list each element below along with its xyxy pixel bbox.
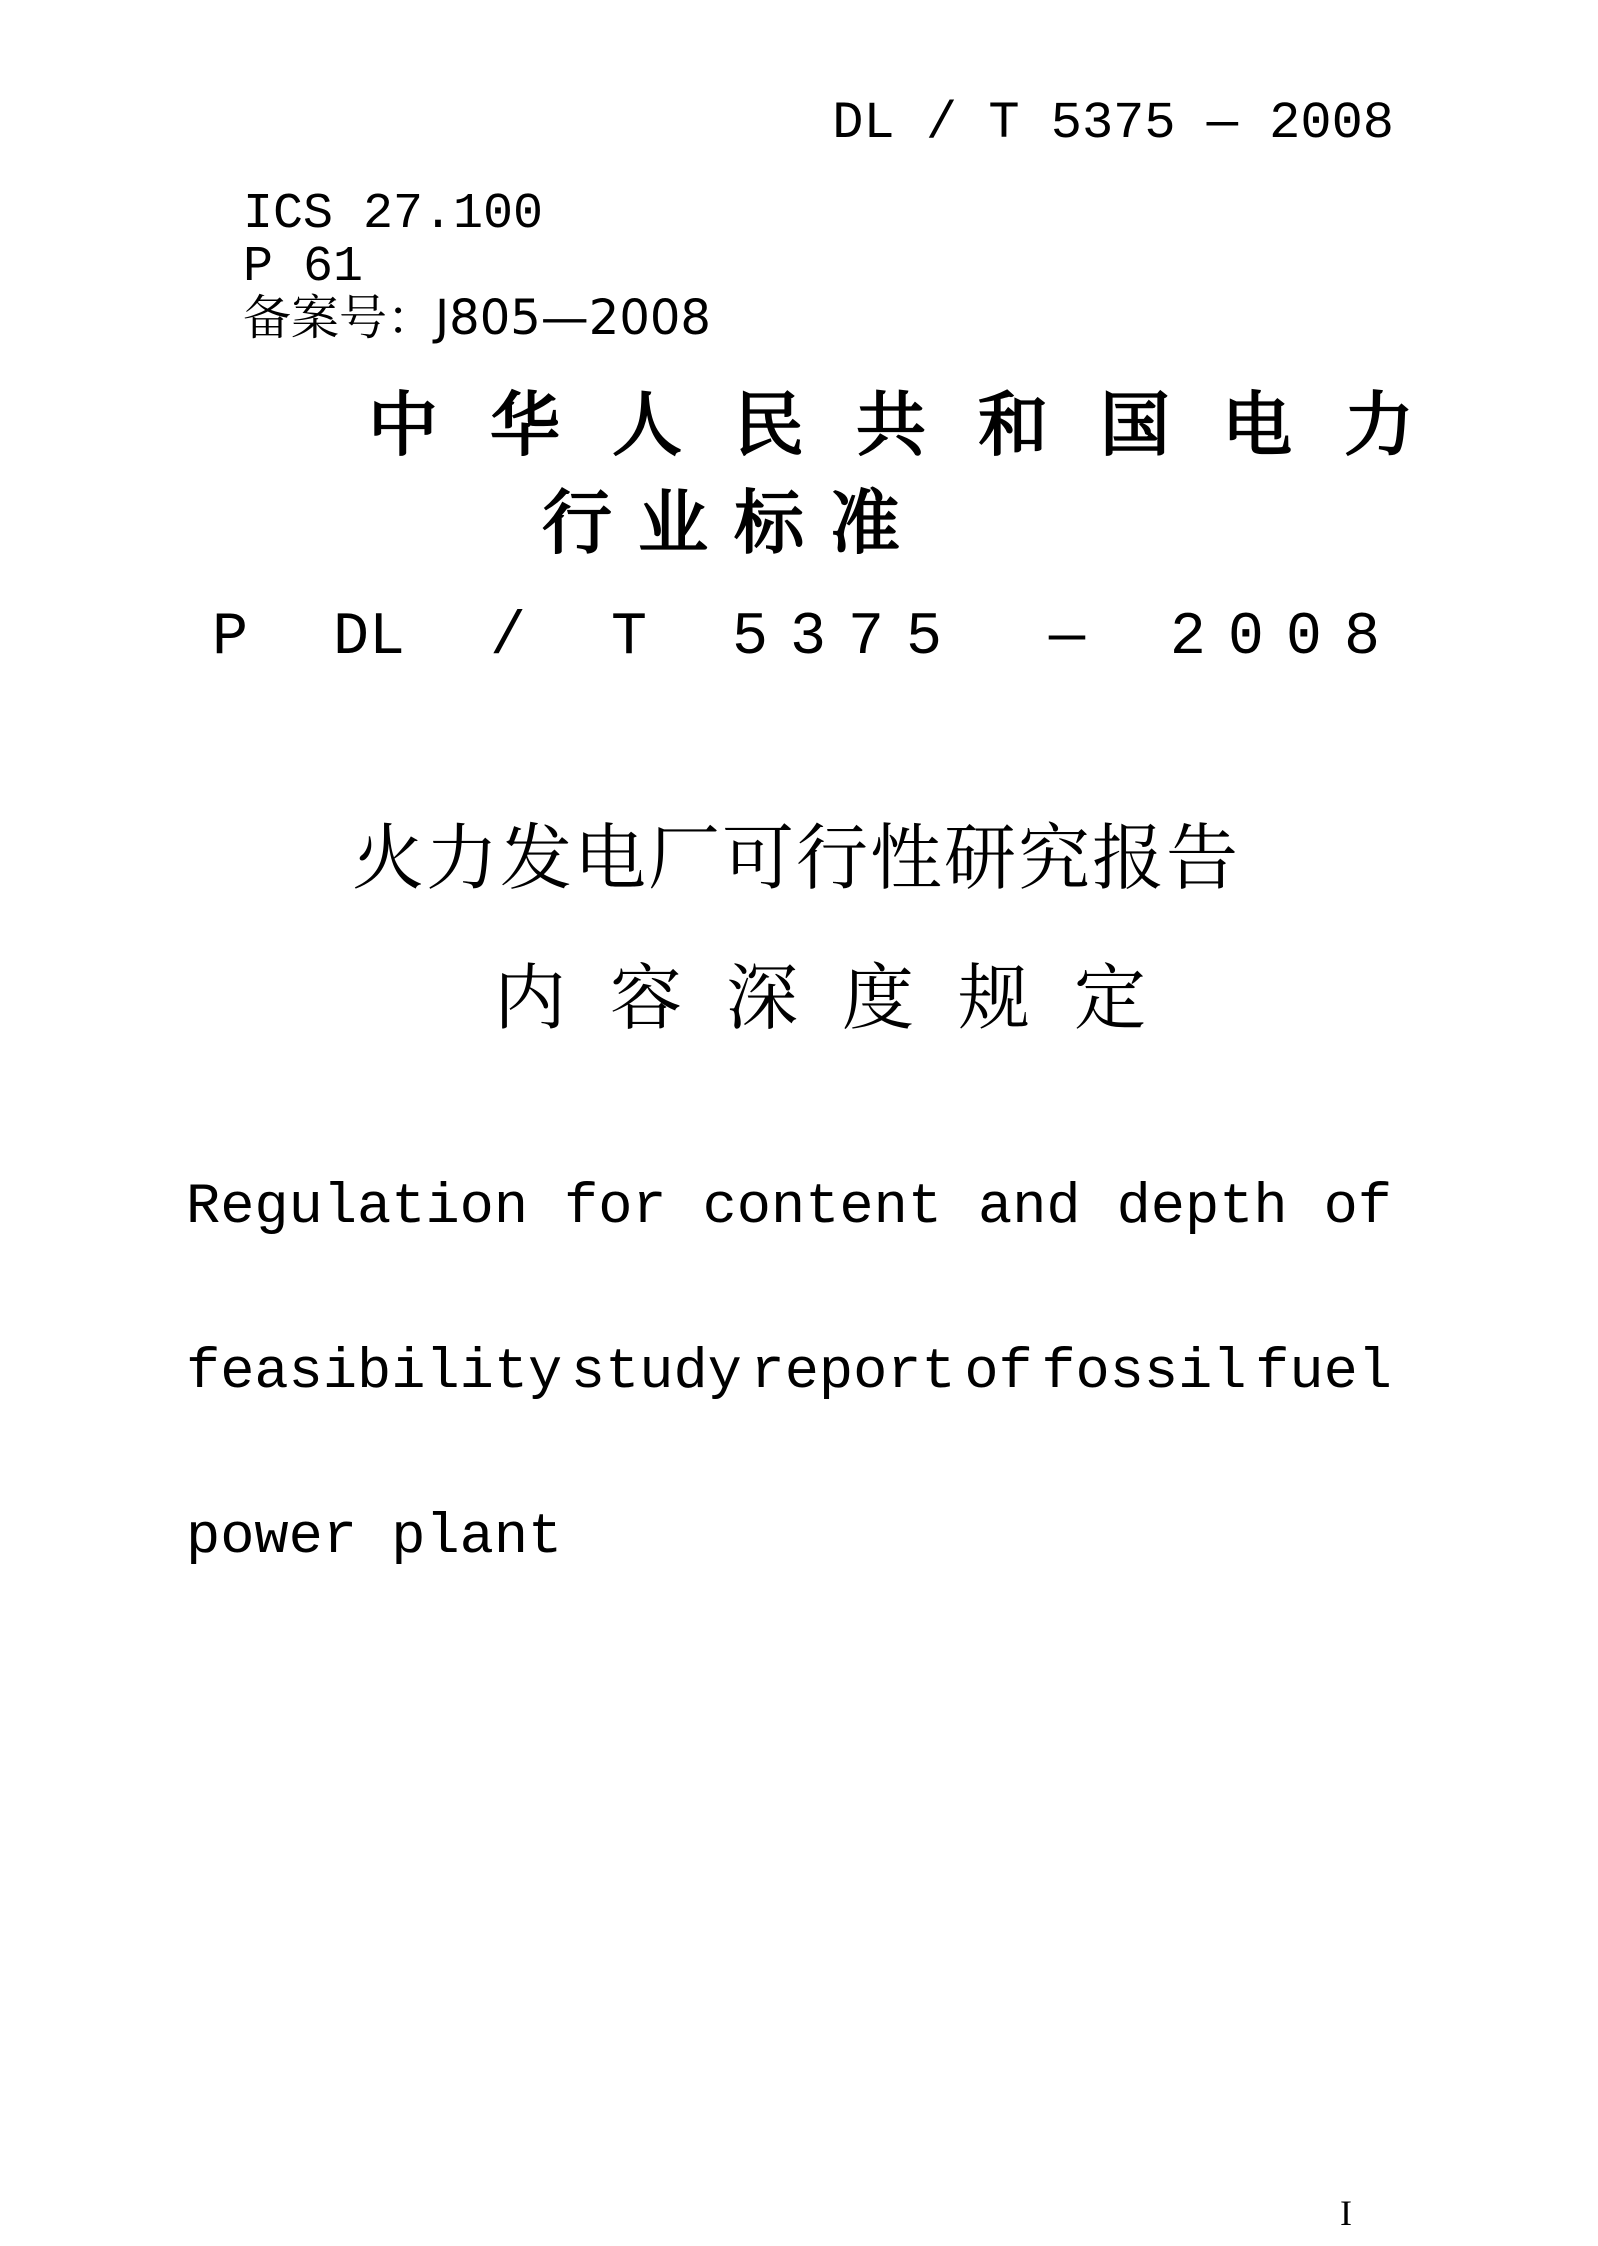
english-title-line-3: power plant: [186, 1506, 563, 1570]
english-word: of: [1323, 1176, 1392, 1240]
english-word: Regulation: [186, 1176, 529, 1240]
english-word: fuel: [1255, 1341, 1392, 1405]
english-title-line-1: [186, 1176, 1392, 1240]
english-word: of: [964, 1341, 1033, 1405]
std-number-part: DL: [332, 604, 405, 672]
std-number-part: 5375: [731, 604, 964, 672]
std-number-part: /: [489, 604, 526, 672]
english-word: fossil: [1041, 1341, 1247, 1405]
english-word: feasibility: [186, 1341, 563, 1405]
std-number-part: —: [1048, 604, 1085, 672]
header-standard-code: DL / T 5375 — 2008: [832, 94, 1394, 153]
english-word: content: [702, 1176, 943, 1240]
chinese-title-line-1: 火力发电厂可行性研究报告: [352, 816, 1241, 900]
english-title-line-2: [186, 1341, 1392, 1405]
english-word: depth: [1116, 1176, 1288, 1240]
issuer-line-2: 行业标准: [542, 482, 926, 564]
std-number-part: P: [212, 604, 249, 672]
english-word: report: [750, 1341, 956, 1405]
filing-number: 备案号：J805—2008: [243, 290, 711, 346]
page-number: I: [1340, 2193, 1352, 2233]
english-word: for: [564, 1176, 667, 1240]
standard-number: [212, 604, 1402, 672]
ics-classification: ICS 27.100: [243, 186, 544, 243]
ccs-classification: P 61: [243, 239, 364, 296]
issuer-line-1: 中华人民共和国电力: [368, 384, 1466, 466]
chinese-title-line-2: 内容深度规定: [494, 956, 1191, 1040]
std-number-part: T: [610, 604, 647, 672]
english-word: and: [978, 1176, 1081, 1240]
english-word: study: [570, 1341, 742, 1405]
std-number-part: 2008: [1169, 604, 1402, 672]
